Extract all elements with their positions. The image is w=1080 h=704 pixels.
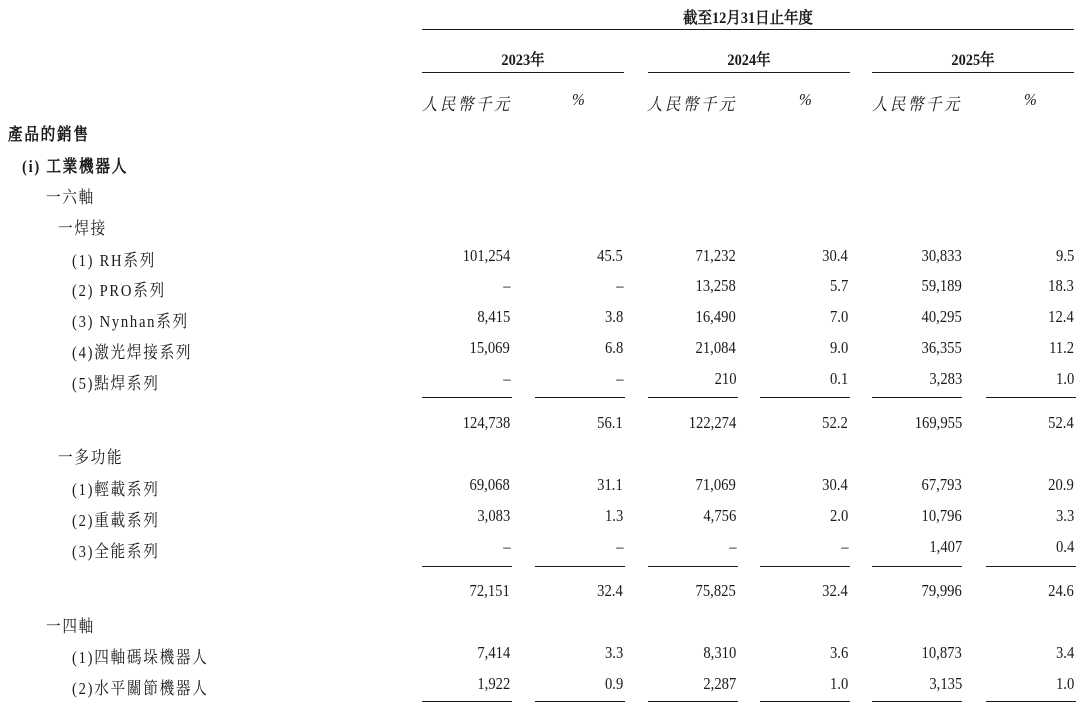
cell: 3,083 [477,506,510,525]
cell: 16,490 [695,307,736,326]
row-label: (1)輕載系列 [72,480,160,499]
cell: 10,796 [921,506,962,525]
cell: 3.4 [1055,643,1074,662]
cell: 2,287 [703,674,736,693]
cell: 2.0 [829,506,848,525]
cell: 30,833 [921,246,962,265]
cell: 20.9 [1048,475,1074,494]
cell: 3.3 [604,643,623,662]
cell: 30.4 [822,475,848,494]
cell: 10,873 [921,643,962,662]
cell: 7.0 [829,307,848,326]
cell: 3,135 [929,674,962,693]
subtotal-line [648,566,738,567]
cell: 59,189 [921,276,962,295]
period-underline [422,29,1074,30]
cell: 71,069 [695,475,736,494]
subtotal-line [986,397,1076,398]
cell: 31.1 [597,475,623,494]
cell: 0.4 [1055,537,1074,556]
cell: 210 [714,369,736,388]
cell: 30.4 [822,246,848,265]
subtotal-cell: 52.2 [822,413,848,432]
section-welding: 一焊接 [58,219,108,238]
cell: 69,068 [469,475,510,494]
cell: 1.0 [829,674,848,693]
cell: 6.8 [604,338,623,357]
cell: 7,414 [477,643,510,662]
cell: 4,756 [703,506,736,525]
cell: 1.3 [604,506,623,525]
row-label: (2)重載系列 [72,511,160,530]
year-header-2023: 2023年 [501,52,545,69]
row-label: (5)點焊系列 [72,374,160,393]
cell: 45.5 [597,246,623,265]
subtotal-cell: 32.4 [597,581,623,600]
cell: 0.1 [829,369,848,388]
cell: 67,793 [921,475,962,494]
row-label: (1) RH系列 [72,251,157,270]
cell: 9.0 [829,338,848,357]
section-six-axis: 一六軸 [46,188,96,207]
year-header-2024: 2024年 [727,52,771,69]
subtotal-line [872,397,962,398]
subtotal-line [760,397,850,398]
cell: 0.9 [604,674,623,693]
unit-header-2025: 人民幣千元 [872,95,962,114]
section-four-axis: 一四軸 [46,617,96,636]
subtotal-line [422,566,512,567]
cell: 3.3 [1055,506,1074,525]
cell: 12.4 [1048,307,1074,326]
cell: 3,283 [929,369,962,388]
cell: – [502,276,510,295]
section-industrial-robots: (i) 工業機器人 [22,157,129,176]
cell: 18.3 [1048,276,1074,295]
row-label: (3) Nynhan系列 [72,312,189,331]
subtotal-line [535,397,625,398]
cell: – [615,276,623,295]
section-sales: 產品的銷售 [8,125,90,144]
bottom-line [760,701,850,702]
cell: – [840,537,848,556]
row-label: (4)激光焊接系列 [72,343,193,362]
cell: 1.0 [1055,369,1074,388]
cell: 15,069 [469,338,510,357]
cell: 8,415 [477,307,510,326]
subtotal-line [422,397,512,398]
cell: 1,922 [477,674,510,693]
row-label: (2) PRO系列 [72,281,166,300]
subtotal-line [986,566,1076,567]
subtotal-cell: 52.4 [1048,413,1074,432]
cell: – [615,537,623,556]
cell: – [615,369,623,388]
cell: 1.0 [1055,674,1074,693]
cell: – [502,537,510,556]
cell: 13,258 [695,276,736,295]
cell: – [728,537,736,556]
subtotal-cell: 72,151 [469,581,510,600]
unit-header-2023: 人民幣千元 [422,95,512,114]
cell: – [502,369,510,388]
bottom-line [648,701,738,702]
bottom-line [872,701,962,702]
cell: 1,407 [929,537,962,556]
cell: 9.5 [1055,246,1074,265]
cell: 101,254 [462,246,510,265]
subtotal-cell: 56.1 [597,413,623,432]
unit-header-2024: 人民幣千元 [647,95,737,114]
pct-header-2023: % [572,90,588,109]
pct-header-2024: % [799,90,815,109]
bottom-line [535,701,625,702]
pct-header-2025: % [1024,90,1040,109]
bottom-line [422,701,512,702]
subtotal-cell: 24.6 [1048,581,1074,600]
cell: 3.8 [604,307,623,326]
bottom-line [986,701,1076,702]
row-label: (3)全能系列 [72,542,160,561]
subtotal-cell: 79,996 [921,581,962,600]
subtotal-cell: 169,955 [914,413,962,432]
cell: 11.2 [1048,338,1074,357]
subtotal-cell: 124,738 [462,413,510,432]
row-label: (1)四軸碼垛機器人 [72,648,209,667]
year-underline-2024 [648,72,850,73]
subtotal-cell: 32.4 [822,581,848,600]
row-label: (2)水平關節機器人 [72,679,209,698]
cell: 40,295 [921,307,962,326]
cell: 71,232 [695,246,736,265]
cell: 3.6 [829,643,848,662]
subtotal-line [760,566,850,567]
cell: 36,355 [921,338,962,357]
section-multifunction: 一多功能 [58,448,124,467]
subtotal-cell: 75,825 [695,581,736,600]
year-underline-2023 [422,72,624,73]
cell: 21,084 [695,338,736,357]
year-underline-2025 [872,72,1074,73]
cell: 8,310 [703,643,736,662]
subtotal-cell: 122,274 [688,413,736,432]
cell: 5.7 [829,276,848,295]
period-header: 截至12月31日止年度 [683,10,813,27]
subtotal-line [535,566,625,567]
subtotal-line [872,566,962,567]
subtotal-line [648,397,738,398]
year-header-2025: 2025年 [951,52,995,69]
